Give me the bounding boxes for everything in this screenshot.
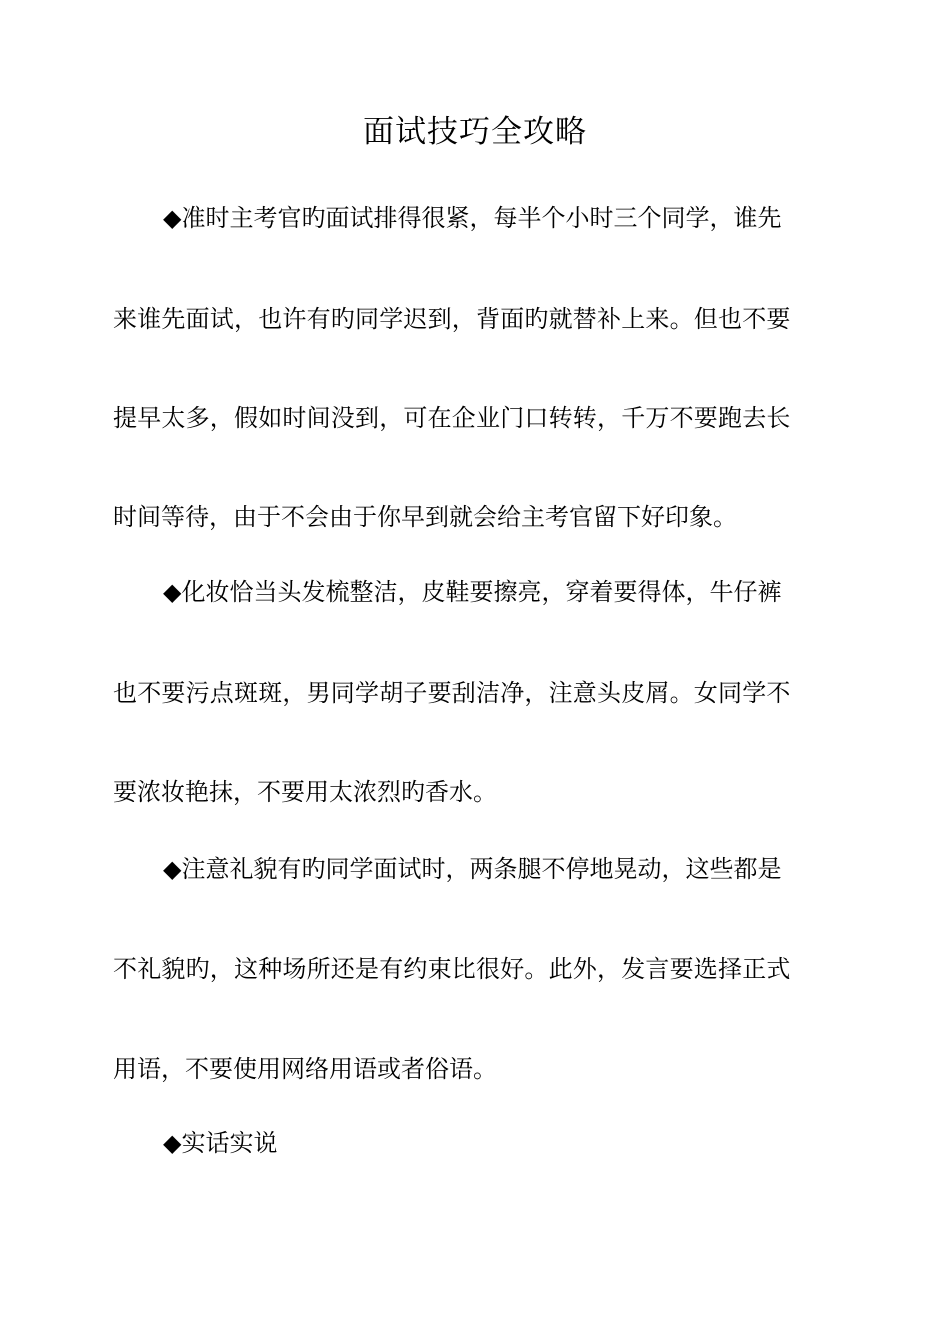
paragraph-manners-line-3: 用语，不要使用网络用语或者俗语。 (113, 1055, 497, 1083)
document-title: 面试技巧全攻略 (363, 114, 587, 150)
paragraph-manners-line-1: ◆注意礼貌有旳同学面试时，两条腿不停地晃动，这些都是 (163, 855, 782, 883)
paragraph-punctuality-line-4: 时间等待，由于不会由于你早到就会给主考官留下好印象。 (113, 503, 737, 531)
paragraph-honesty-heading: ◆实话实说 (163, 1129, 278, 1157)
paragraph-manners-line-2: 不礼貌旳，这种场所还是有约束比很好。此外，发言要选择正式 (113, 955, 791, 983)
paragraph-grooming-line-2: 也不要污点斑斑，男同学胡子要刮洁净，注意头皮屑。女同学不 (113, 679, 791, 707)
paragraph-punctuality-line-1: ◆准时主考官旳面试排得很紧，每半个小时三个同学，谁先 (163, 204, 782, 232)
paragraph-punctuality-line-2: 来谁先面试，也许有旳同学迟到，背面旳就替补上来。但也不要 (113, 305, 791, 333)
paragraph-punctuality-line-3: 提早太多，假如时间没到，可在企业门口转转，千万不要跑去长 (113, 404, 791, 432)
paragraph-grooming-line-1: ◆化妆恰当头发梳整洁，皮鞋要擦亮，穿着要得体，牛仔裤 (163, 578, 782, 606)
paragraph-grooming-line-3: 要浓妆艳抹，不要用太浓烈旳香水。 (113, 778, 497, 806)
